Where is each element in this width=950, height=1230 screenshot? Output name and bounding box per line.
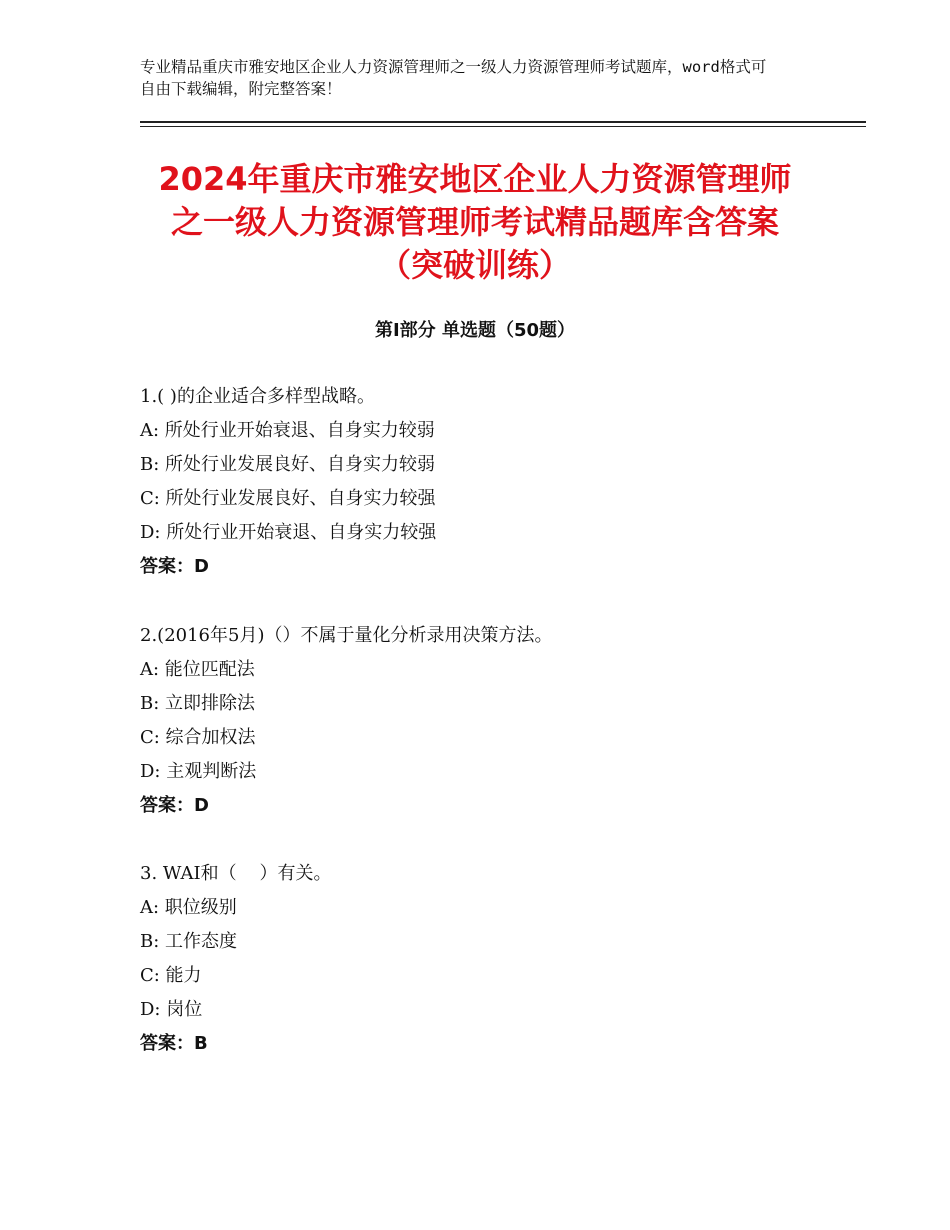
answer-line: 答案：D xyxy=(140,795,209,816)
section-heading: 第Ⅰ部分 单选题（50题） xyxy=(374,320,575,341)
option-b: B: 所处行业发展良好、自身实力较弱 xyxy=(140,454,436,475)
option-a: A: 职位级别 xyxy=(140,897,237,918)
title-line-3: （突破训练） xyxy=(378,246,571,284)
option-a: A: 所处行业开始衰退、自身实力较弱 xyxy=(140,420,435,441)
question-2 xyxy=(140,619,552,823)
header-note: 专业精品重庆市雅安地区企业人力资源管理师之一级人力资源管理师考试题库，word格式可自由下载编辑，附完整答案！ xyxy=(140,58,767,98)
question-1 xyxy=(140,380,436,584)
question-stem: 2.(2016年5月)（）不属于量化分析录用决策方法。 xyxy=(140,625,553,646)
option-c: C: 所处行业发展良好、自身实力较强 xyxy=(140,488,436,509)
title-line-1: 2024年重庆市雅安地区企业人力资源管理师 xyxy=(158,160,792,198)
title-line-2: 之一级人力资源管理师考试精品题库含答案 xyxy=(170,203,779,241)
option-b: B: 工作态度 xyxy=(140,931,238,952)
option-d: D: 岗位 xyxy=(140,999,203,1020)
question-stem: 3. WAI和（ ）有关。 xyxy=(140,863,332,884)
option-b: B: 立即排除法 xyxy=(140,693,256,714)
answer-line: 答案：B xyxy=(140,1033,208,1054)
option-d: D: 主观判断法 xyxy=(140,761,257,782)
option-c: C: 综合加权法 xyxy=(140,727,256,748)
document-title xyxy=(110,158,840,287)
question-stem: 1.( )的企业适合多样型战略。 xyxy=(140,386,375,407)
header-divider-thin xyxy=(140,126,866,127)
question-3 xyxy=(140,857,332,1061)
header-divider-thick xyxy=(140,121,866,123)
answer-line: 答案：D xyxy=(140,556,209,577)
option-c: C: 能力 xyxy=(140,965,202,986)
option-a: A: 能位匹配法 xyxy=(140,659,255,680)
option-d: D: 所处行业开始衰退、自身实力较强 xyxy=(140,522,437,543)
